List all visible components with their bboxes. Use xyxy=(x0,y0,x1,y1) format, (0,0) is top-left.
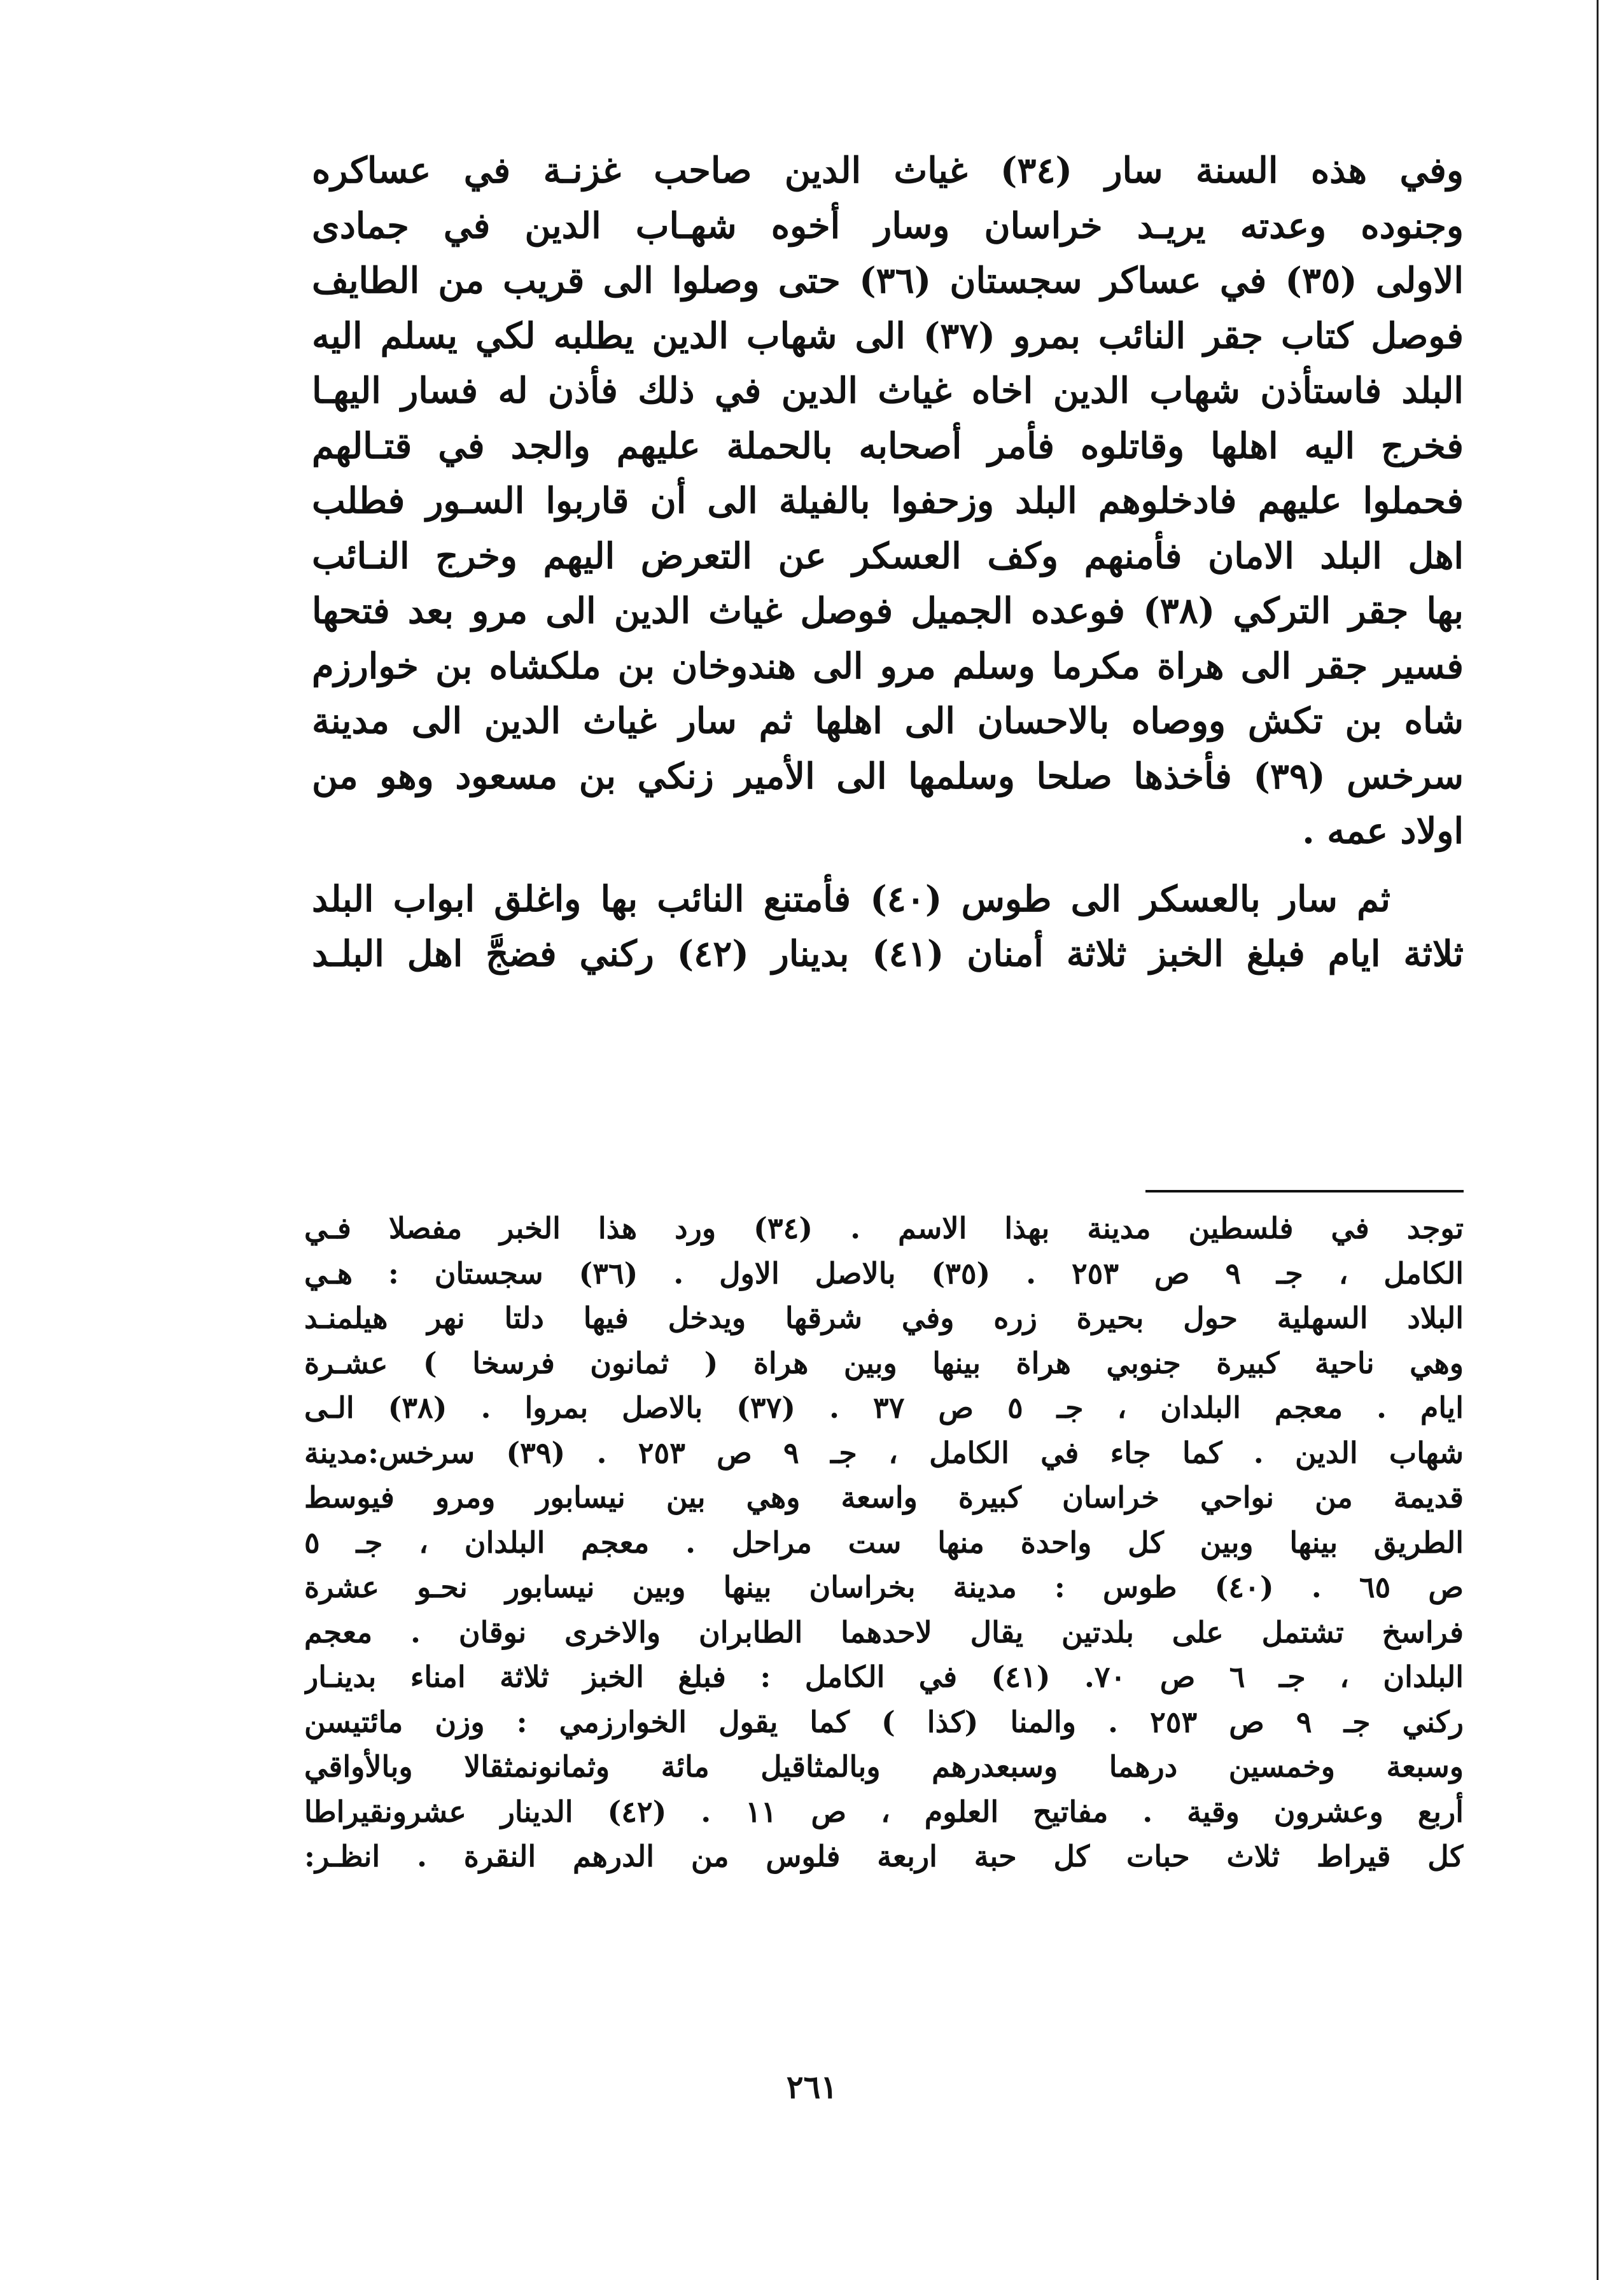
footnote-line: أربع وعشرون وقية . مفاتيح العلوم ، ص ١١ . (٤٢) الدينار عشرونقيراطا xyxy=(304,1794,1464,1829)
text-line: فحملوا عليهم فادخلوهم البلد وزحفوا بالفيلة الى أن قاربوا السـور فطلب xyxy=(312,480,1464,522)
footnote-line: فراسخ تشتمل على بلدتين يقال لاحدهما الطابران والاخرى نوقان . معجم xyxy=(304,1614,1464,1649)
footnote-line: وهي ناحية كبيرة جنوبي هراة بينها وبين هراة ( ثمانون فرسخا ) عشـرة xyxy=(304,1345,1464,1380)
footnote-line: ايام . معجم البلدان ، جـ ٥ ص ٣٧ . (٣٧) بالاصل بمروا . (٣٨) الـى xyxy=(304,1390,1464,1425)
footnote-line: ركني جـ ٩ ص ٢٥٣ . والمنا (كذا ) كما يقول الخوارزمي : وزن مائتيسن xyxy=(304,1704,1464,1739)
text-line: ثلاثة ايام فبلغ الخبز ثلاثة أمنان (٤١) بدينار (٤٢) ركني فضجَّ اهل البلـد xyxy=(312,933,1464,975)
text-line: شاه بن تكش ووصاه بالاحسان الى اهلها ثم سار غياث الدين الى مدينة xyxy=(312,700,1464,742)
page-number: ٢٦١ xyxy=(786,2068,838,2106)
text-line: الاولى (٣٥) في عساكر سجستان (٣٦) حتى وصلوا الى قريب من الطايف xyxy=(312,260,1464,302)
text-line: فخرج اليه اهلها وقاتلوه فأمر أصحابه بالحملة عليهم والجد في قتـالهم xyxy=(312,424,1464,467)
footnote-line: وسبعة وخمسين درهما وسبعدرهم وبالمثاقيل مائة وثمانونمثقالا وبالأواقي xyxy=(304,1749,1464,1784)
text-line: وجنوده وعدته يريـد خراسان وسار أخوه شهـاب الدين في جمادى xyxy=(312,204,1464,247)
main-text xyxy=(312,143,1464,982)
paragraph-gap xyxy=(312,859,1464,872)
scan-edge-line xyxy=(1597,0,1599,2280)
footnote-line: الطريق بينها وبين كل واحدة منها ست مراحل . معجم البلدان ، جـ ٥ xyxy=(304,1525,1464,1560)
text-line: وفي هذه السنة سار (٣٤) غياث الدين صاحب غزنـة في عساكره xyxy=(312,150,1464,192)
footnote-line: توجد في فلسطين مدينة بهذا الاسم . (٣٤) ورد هذا الخبر مفصلا فـي xyxy=(304,1211,1464,1245)
text-line: بها جقر التركي (٣٨) فوعده الجميل فوصل غياث الدين الى مرو بعد فتحها xyxy=(312,590,1464,632)
footnote-line: البلاد السهلية حول بحيرة زره وفي شرقها ويدخل فيها دلتا نهر هيلمنـد xyxy=(304,1301,1464,1335)
text-line: اهل البلد الامان فأمنهم وكف العسكر عن التعرض اليهم وخرج النـائب xyxy=(312,535,1464,577)
footnote-line: كل قيراط ثلاث حبات كل حبة اربعة فلوس من الدرهم النقرة . انظـر: xyxy=(304,1839,1464,1873)
text-line: البلد فاستأذن شهاب الدين اخاه غياث الدين في ذلك فأذن له فسار اليهـا xyxy=(312,370,1464,412)
footnote-line: شهاب الدين . كما جاء في الكامل ، جـ ٩ ص ٢٥٣ . (٣٩) سرخس:مدينة xyxy=(304,1435,1464,1470)
footnotes xyxy=(304,1206,1464,1879)
footnote-separator xyxy=(1145,1190,1464,1192)
text-line: فسير جقر الى هراة مكرما وسلم مرو الى هندوخان بن ملكشاه بن خوارزم xyxy=(312,645,1464,687)
text-line: فوصل كتاب جقر النائب بمرو (٣٧) الى شهاب الدين يطلبه لكي يسلم اليه xyxy=(312,314,1464,357)
footnote-line: قديمة من نواحي خراسان كبيرة واسعة وهي بين نيسابور ومرو فيوسط xyxy=(304,1480,1464,1514)
footnote-line: الكامل ، جـ ٩ ص ٢٥٣ . (٣٥) بالاصل الاول . (٣٦) سجستان : هـي xyxy=(304,1255,1464,1290)
footnote-line: البلدان ، جـ ٦ ص ٧٠. (٤١) في الكامل : فبلغ الخبز ثلاثة امناء بدينـار xyxy=(304,1660,1464,1694)
text-line: اولاد عمه . xyxy=(1302,810,1464,852)
footnote-line: ص ٦٥ . (٤٠) طوس : مدينة بخراسان بينها وبين نيسابور نحـو عشرة xyxy=(304,1570,1464,1604)
text-line: ثم سار بالعسكر الى طوس (٤٠) فأمتنع النائب بها واغلق ابواب البلد xyxy=(312,878,1391,920)
text-line: سرخس (٣٩) فأخذها صلحا وسلمها الى الأمير زنكي بن مسعود وهو من xyxy=(312,755,1464,797)
